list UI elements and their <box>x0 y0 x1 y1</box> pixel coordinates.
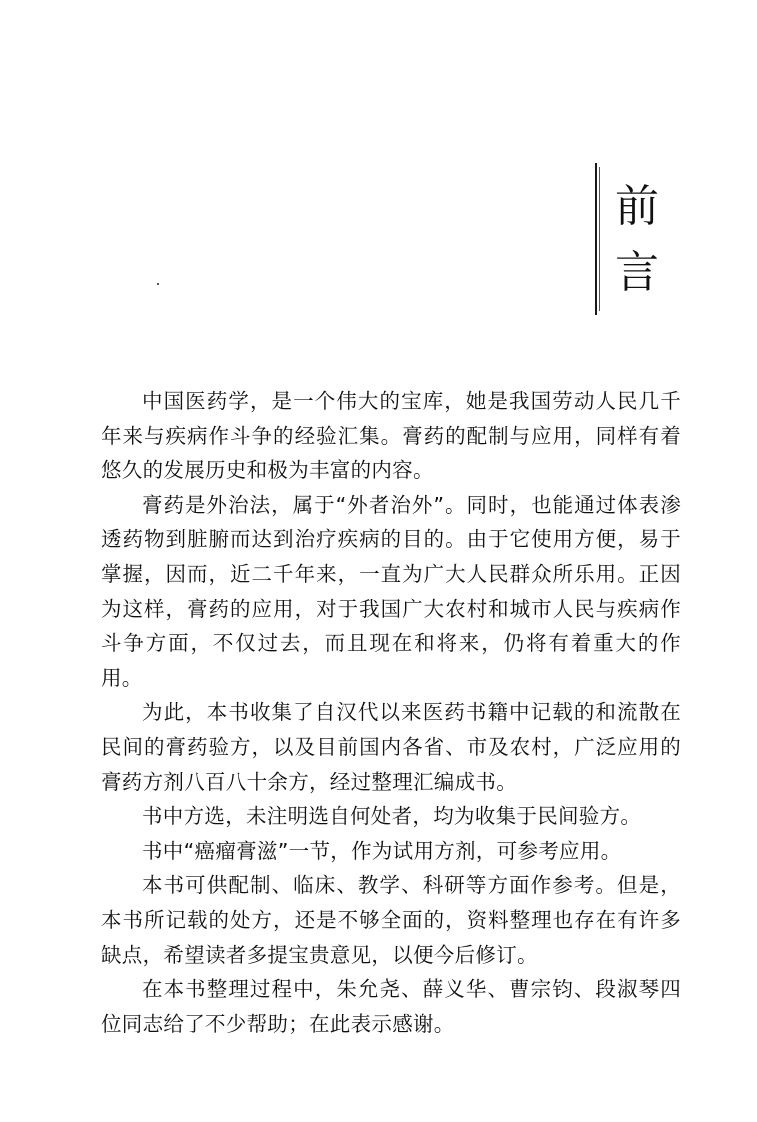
preface-body <box>101 384 681 1041</box>
title-char-1: 前 <box>615 181 659 232</box>
paragraph-3: 为此，本书收集了自汉代以来医药书籍中记载的和流散在民间的膏药验方，以及目前国内各省、市及农村，广泛应用的膏药方剂八百八十余方，经过整理汇编成书。 <box>101 700 681 794</box>
title-vertical-rule <box>595 163 597 315</box>
title-char-2: 言 <box>615 247 659 298</box>
preface-title-block <box>595 163 665 315</box>
paragraph-1: 中国医药学，是一个伟大的宝库，她是我国劳动人民几千年来与疾病作斗争的经验汇集。膏药的配制与应用，同样有着悠久的发展历史和极为丰富的内容。 <box>101 389 681 483</box>
paragraph-2: 膏药是外治法，属于“外者治外”。同时，也能通过体表渗透药物到脏腑而达到治疗疾病的目的。由于它使用方便，易于掌握，因而，近二千年来，一直为广大人民群众所乐用。正因为这样，膏药的应用，对于我国广大农村和城市人民与疾病作斗争方面，不仅过去，而且现在和将来，仍将有着重大的作用。 <box>101 492 681 690</box>
paragraph-7: 在本书整理过程中，朱允尧、薛义华、曹宗钧、段淑琴四位同志给了不少帮助；在此表示感谢。 <box>101 977 681 1036</box>
paragraph-6: 本书可供配制、临床、教学、科研等方面作参考。但是，本书所记载的处方，还是不够全面的，资料整理也存在有许多缺点，希望读者多提宝贵意见，以便今后修订。 <box>101 873 681 967</box>
title-vertical-rule-inner <box>599 167 600 311</box>
print-speck <box>157 283 159 285</box>
paragraph-5: 书中“癌瘤膏滋”一节，作为试用方剂，可参考应用。 <box>142 838 622 863</box>
paragraph-4: 书中方选，未注明选自何处者，均为收集于民间验方。 <box>142 804 642 829</box>
